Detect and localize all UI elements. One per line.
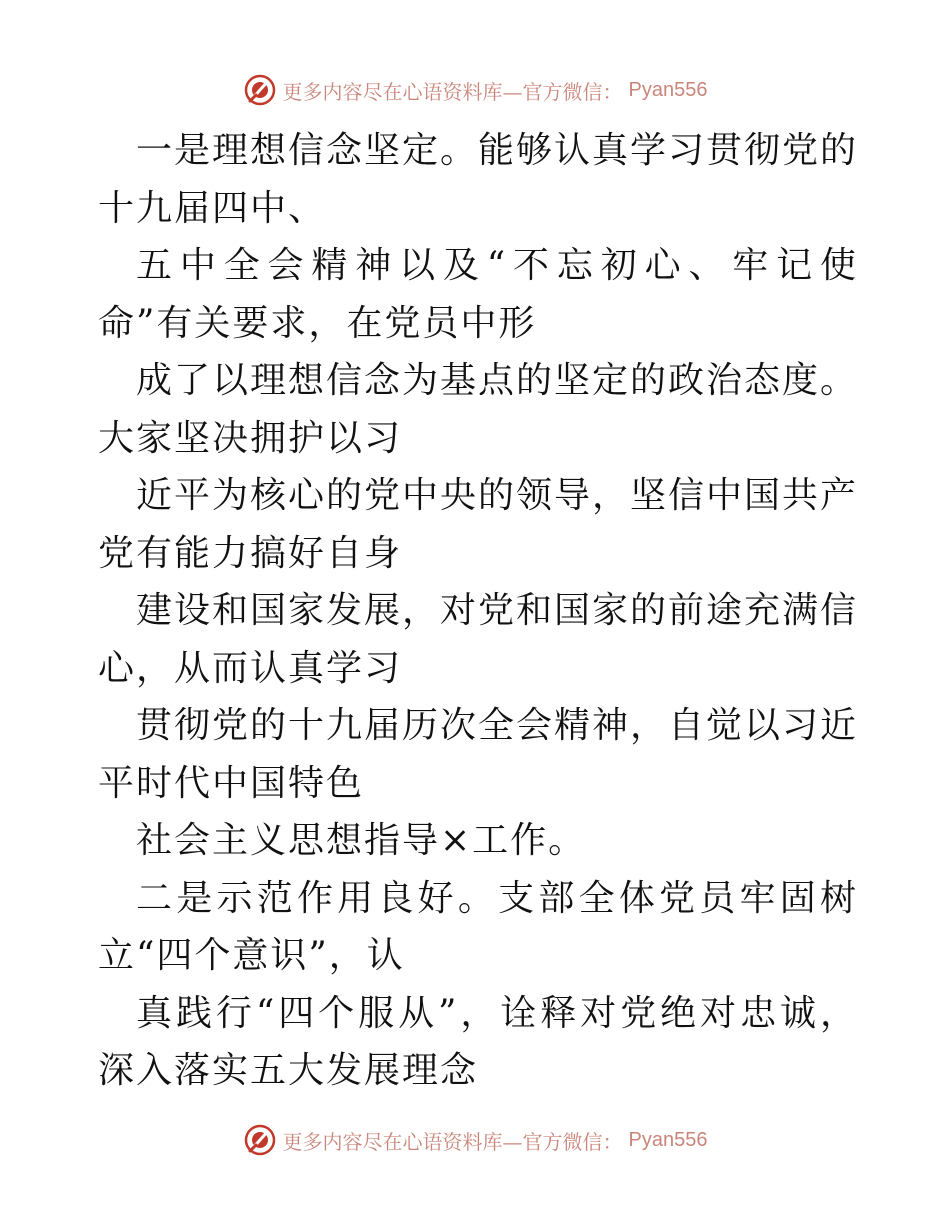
- paragraph-3: 成了以理想信念为基点的坚定的政治态度。大家坚决拥护以习: [98, 360, 859, 459]
- paragraph-1: 一是理想信念坚定。能够认真学习贯彻党的十九届四中、: [98, 130, 859, 229]
- watermark-handle: Pyan556: [628, 1128, 708, 1151]
- header-watermark: [0, 70, 950, 110]
- document-body: [98, 122, 858, 1100]
- brand-logo-icon: [243, 1123, 277, 1157]
- paragraph-6: 贯彻党的十九届历次全会精神，自觉以习近平时代中国特色: [98, 705, 859, 804]
- paragraph-7: 社会主义思想指导×工作。: [136, 820, 587, 861]
- paragraph-2: 五中全会精神以及“不忘初心、牢记使命”有关要求，在党员中形: [98, 245, 858, 344]
- paragraph-8: 二是示范作用良好。支部全体党员牢固树立“四个意识”，认: [98, 877, 858, 976]
- brand-logo-icon: [243, 73, 277, 107]
- watermark-handle: Pyan556: [628, 78, 708, 101]
- paragraph-4: 近平为核心的党中央的领导，坚信中国共产党有能力搞好自身: [98, 475, 859, 574]
- paragraph-5: 建设和国家发展，对党和国家的前途充满信心，从而认真学习: [98, 590, 859, 689]
- watermark-text: 更多内容尽在心语资料库—官方微信：: [282, 1129, 623, 1154]
- watermark-text: 更多内容尽在心语资料库—官方微信：: [282, 79, 623, 104]
- footer-watermark: [0, 1120, 950, 1160]
- paragraph-9: 真践行“四个服从”，诠释对党绝对忠诚，深入落实五大发展理念: [98, 992, 858, 1091]
